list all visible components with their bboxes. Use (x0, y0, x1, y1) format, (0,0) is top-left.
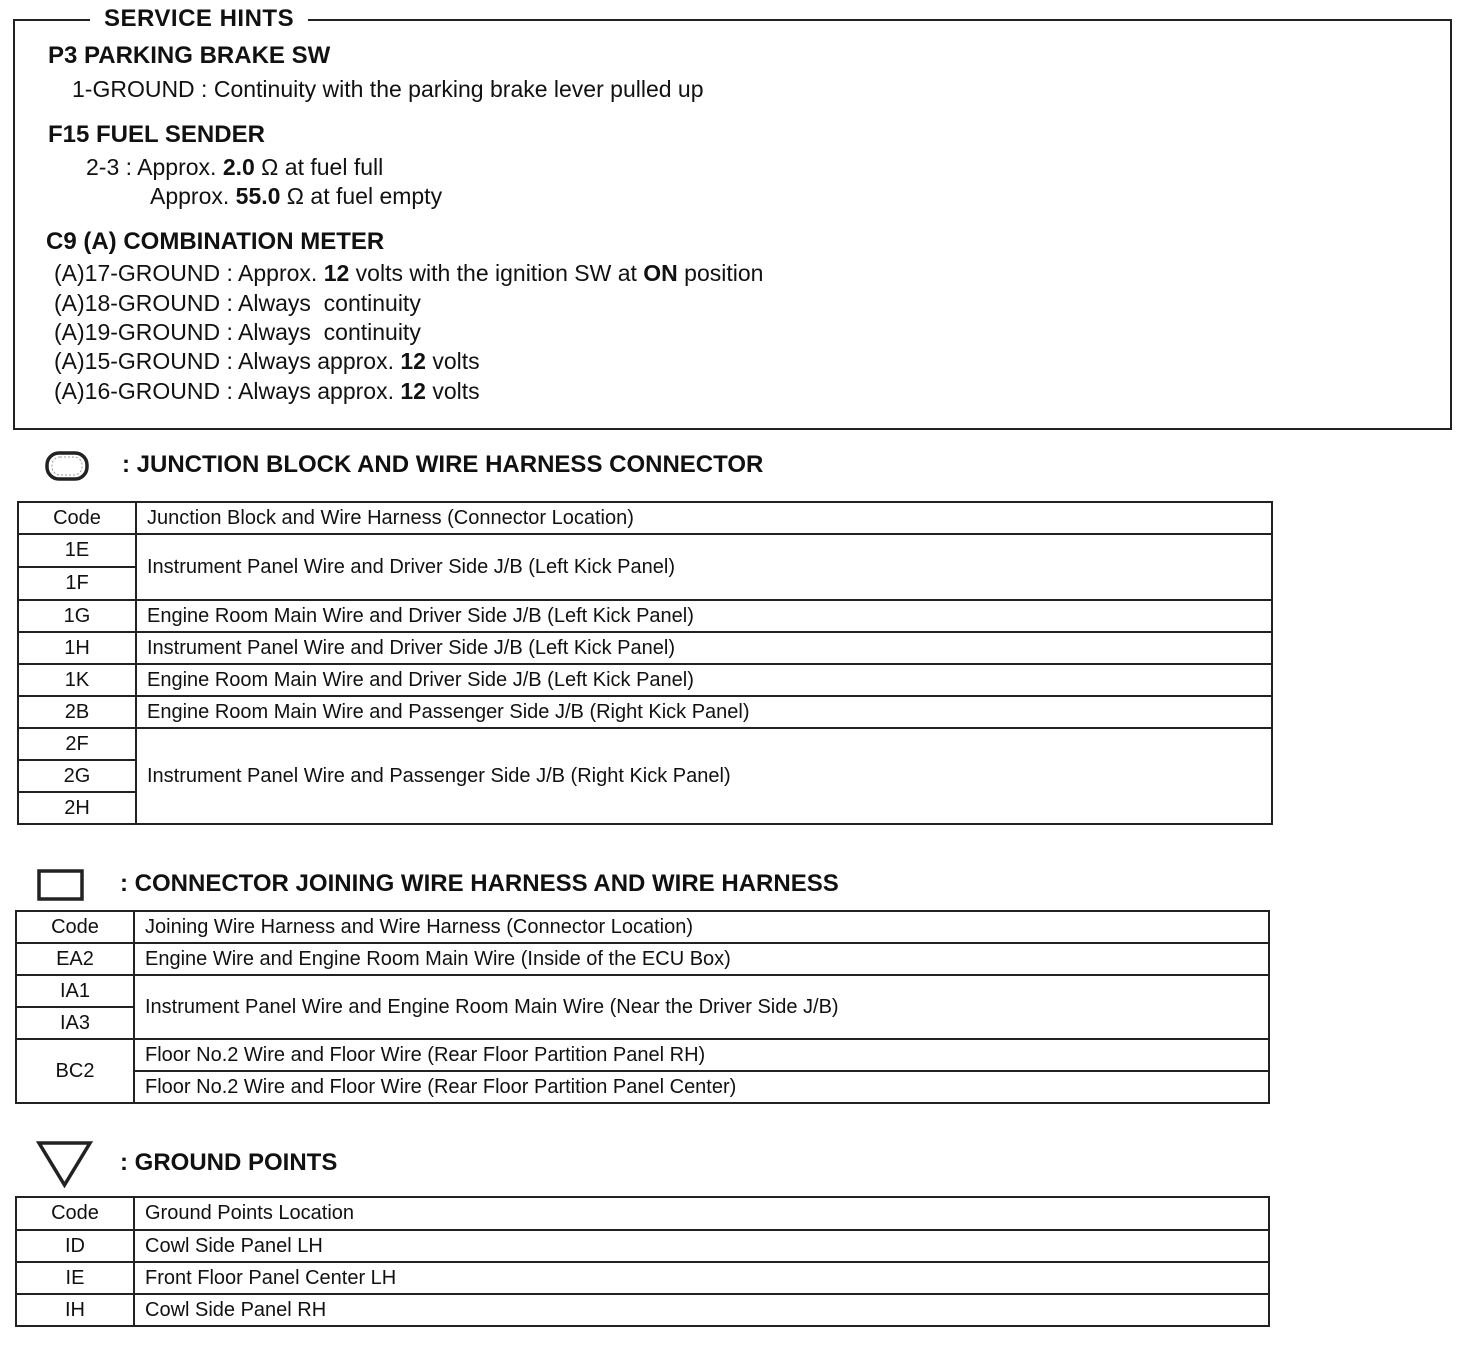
table-row (18, 534, 1272, 567)
connector-section-heading: : CONNECTOR JOINING WIRE HARNESS AND WIRE HARNESS (120, 870, 839, 897)
hint-line: Approx. 55.0 Ω at fuel empty (150, 183, 443, 209)
location-cell: Floor No.2 Wire and Floor Wire (Rear Floor Partition Panel RH) (134, 1039, 1269, 1071)
location-cell: Instrument Panel Wire and Passenger Side J/B (Right Kick Panel) (136, 728, 1272, 824)
table-header-row (16, 911, 1269, 943)
triangle-down-icon (36, 1140, 94, 1188)
hint-line: 1-GROUND : Continuity with the parking brake lever pulled up (72, 76, 704, 102)
location-cell: Engine Wire and Engine Room Main Wire (Inside of the ECU Box) (134, 943, 1269, 975)
table-row (18, 664, 1272, 696)
column-header-code: Code (16, 911, 134, 943)
table-row (16, 975, 1269, 1007)
hint-line: (A)15-GROUND : Always approx. 12 volts (54, 348, 480, 374)
code-cell: IH (16, 1294, 134, 1326)
table-row (16, 1071, 1269, 1103)
hint-line: (A)19-GROUND : Always continuity (54, 319, 421, 345)
column-header-code: Code (18, 502, 136, 534)
location-cell: Cowl Side Panel RH (134, 1294, 1269, 1326)
location-cell: Instrument Panel Wire and Engine Room Main Wire (Near the Driver Side J/B) (134, 975, 1269, 1039)
hint-heading-combination-meter: C9 (A) COMBINATION METER (46, 228, 385, 255)
location-cell: Front Floor Panel Center LH (134, 1262, 1269, 1294)
ground-section-heading: : GROUND POINTS (120, 1149, 338, 1176)
hint-line: (A)18-GROUND : Always continuity (54, 290, 421, 316)
hint-line: 2-3 : Approx. 2.0 Ω at fuel full (86, 154, 384, 180)
hint-line: (A)16-GROUND : Always approx. 12 volts (54, 378, 480, 404)
table-row (18, 632, 1272, 664)
code-cell: IA1 (16, 975, 134, 1007)
location-cell: Engine Room Main Wire and Passenger Side J/B (Right Kick Panel) (136, 696, 1272, 728)
code-cell: IE (16, 1262, 134, 1294)
table-row (16, 1262, 1269, 1294)
location-cell: Engine Room Main Wire and Driver Side J/B (Left Kick Panel) (136, 664, 1272, 696)
table-row (16, 1294, 1269, 1326)
table-row (16, 1230, 1269, 1262)
column-header-location: Joining Wire Harness and Wire Harness (Connector Location) (134, 911, 1269, 943)
code-cell: BC2 (16, 1039, 134, 1103)
hint-heading-parking-brake: P3 PARKING BRAKE SW (48, 42, 331, 69)
table-row (18, 600, 1272, 632)
table-header-row (16, 1197, 1269, 1230)
table-header-row (18, 502, 1272, 534)
code-cell: 1K (18, 664, 136, 696)
code-cell: 2G (18, 760, 136, 792)
table-row (18, 696, 1272, 728)
code-cell: 1H (18, 632, 136, 664)
code-cell: ID (16, 1230, 134, 1262)
code-cell: 2F (18, 728, 136, 760)
location-cell: Instrument Panel Wire and Driver Side J/B (Left Kick Panel) (136, 632, 1272, 664)
rounded-rect-icon (44, 447, 92, 485)
column-header-code: Code (16, 1197, 134, 1230)
code-cell: 2B (18, 696, 136, 728)
code-cell: IA3 (16, 1007, 134, 1039)
service-hints-title: SERVICE HINTS (90, 5, 308, 33)
location-cell: Instrument Panel Wire and Driver Side J/B (Left Kick Panel) (136, 534, 1272, 600)
hint-heading-fuel-sender: F15 FUEL SENDER (48, 121, 265, 148)
junction-section-heading: : JUNCTION BLOCK AND WIRE HARNESS CONNECTOR (122, 451, 764, 478)
junction-table (17, 501, 1273, 825)
table-row (18, 728, 1272, 760)
ground-table (15, 1196, 1270, 1327)
table-row (16, 943, 1269, 975)
column-header-location: Junction Block and Wire Harness (Connector Location) (136, 502, 1272, 534)
location-cell: Floor No.2 Wire and Floor Wire (Rear Floor Partition Panel Center) (134, 1071, 1269, 1103)
square-icon (36, 868, 86, 902)
location-cell: Engine Room Main Wire and Driver Side J/B (Left Kick Panel) (136, 600, 1272, 632)
code-cell: 1F (18, 567, 136, 600)
connector-table (15, 910, 1270, 1104)
location-cell: Cowl Side Panel LH (134, 1230, 1269, 1262)
code-cell: 1E (18, 534, 136, 567)
code-cell: 2H (18, 792, 136, 824)
column-header-location: Ground Points Location (134, 1197, 1269, 1230)
hint-line: (A)17-GROUND : Approx. 12 volts with the ignition SW at ON position (54, 260, 764, 286)
code-cell: EA2 (16, 943, 134, 975)
table-row (16, 1039, 1269, 1071)
code-cell: 1G (18, 600, 136, 632)
